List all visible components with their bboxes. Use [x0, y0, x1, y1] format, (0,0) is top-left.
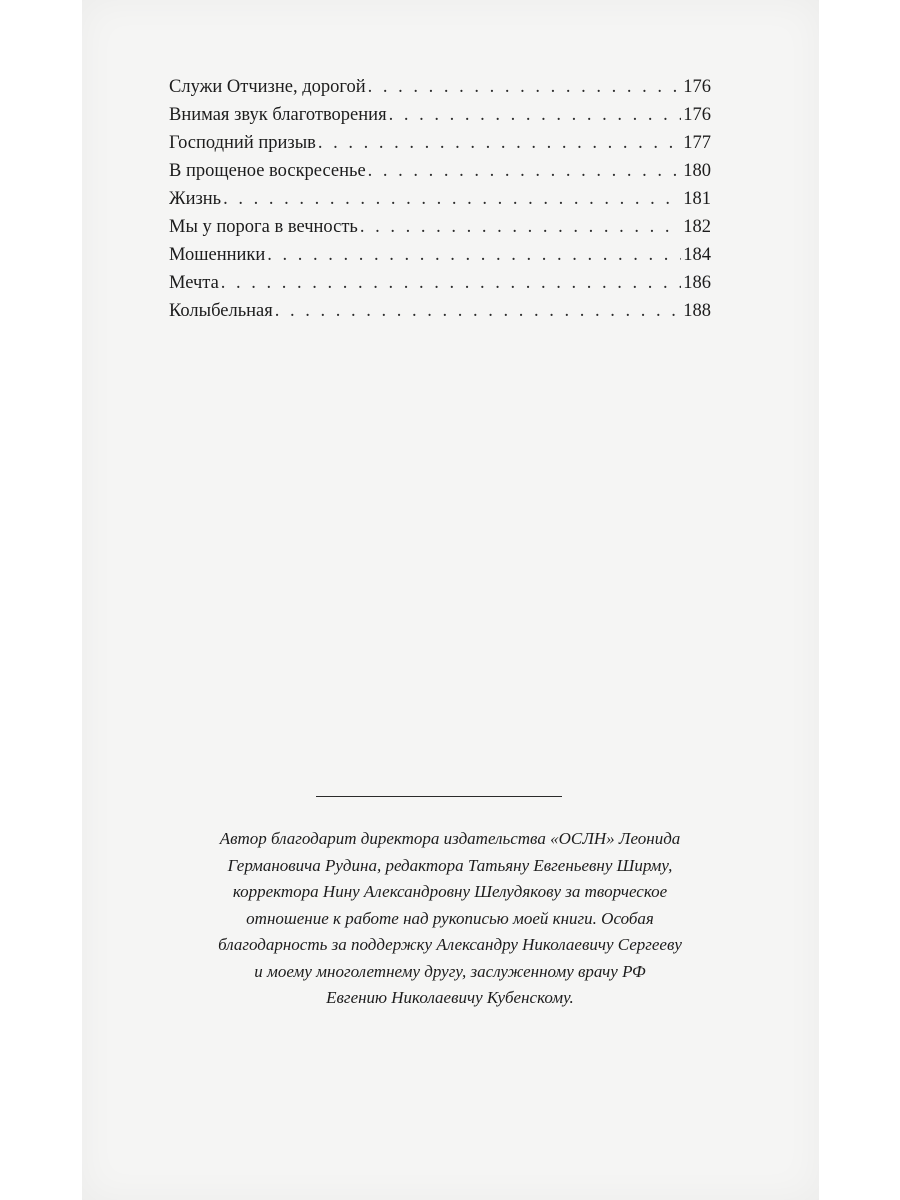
- toc-dot-leader: [221, 269, 681, 297]
- toc-entry: [169, 129, 711, 157]
- acknowledgement-line: и моему многолетнему другу, заслуженному врачу РФ: [254, 961, 646, 981]
- toc-entry-title: В прощеное воскресенье: [169, 161, 366, 181]
- acknowledgement-line: благодарность за поддержку Александру Николаевичу Сергееву: [218, 935, 682, 954]
- toc-entry-title: Служи Отчизне, дорогой: [169, 77, 366, 97]
- toc-entry-page: 188: [683, 301, 711, 321]
- acknowledgement-line: Германовича Рудина, редактора Татьяну Евгеньевну Ширму,: [227, 855, 673, 875]
- toc-entry-title: Мошенники: [169, 245, 266, 265]
- acknowledgement-paragraph: [150, 826, 750, 1012]
- toc-entry: [169, 213, 711, 241]
- toc-dot-leader: [318, 129, 681, 157]
- acknowledgement-line: Евгению Николаевичу Кубенскому.: [326, 988, 574, 1007]
- toc-entry-page: 177: [683, 133, 711, 153]
- section-divider: [316, 796, 562, 797]
- toc-entry: [169, 297, 711, 325]
- toc-entry-title: Внимая звук благотворения: [169, 105, 387, 125]
- toc-entry: [169, 241, 711, 269]
- toc-entry-title: Колыбельная: [169, 301, 273, 321]
- acknowledgement-line: Автор благодарит директора издательства «ОСЛН» Леонида: [219, 829, 681, 848]
- toc-dot-leader: [267, 241, 681, 269]
- toc-entry: [169, 269, 711, 297]
- toc-entry-page: 181: [683, 189, 711, 209]
- acknowledgement-line: корректора Нину Александровну Шелудякову за творческое: [232, 882, 668, 901]
- table-of-contents: [169, 73, 711, 325]
- toc-entry: [169, 157, 711, 185]
- toc-entry-page: 184: [683, 245, 711, 265]
- toc-dot-leader: [275, 297, 681, 325]
- toc-dot-leader: [368, 73, 682, 101]
- toc-dot-leader: [223, 185, 681, 213]
- toc-entry: [169, 73, 711, 101]
- toc-entry-page: 176: [683, 77, 711, 97]
- toc-entry-title: Жизнь: [169, 189, 222, 209]
- toc-entry-title: Мы у порога в вечность: [169, 217, 358, 237]
- toc-entry-page: 180: [683, 161, 711, 181]
- toc-entry-page: 176: [683, 105, 711, 125]
- toc-entry-title: Мечта: [169, 273, 219, 293]
- toc-entry-page: 182: [683, 217, 711, 237]
- toc-entry-page: 186: [683, 273, 711, 293]
- acknowledgement-line: отношение к работе над рукописью моей книги. Особая: [246, 908, 654, 928]
- toc-entry: [169, 101, 711, 129]
- toc-dot-leader: [360, 213, 681, 241]
- toc-entry-title: Господний призыв: [169, 133, 316, 153]
- toc-dot-leader: [368, 157, 682, 185]
- toc-dot-leader: [389, 101, 682, 129]
- toc-entry: [169, 185, 711, 213]
